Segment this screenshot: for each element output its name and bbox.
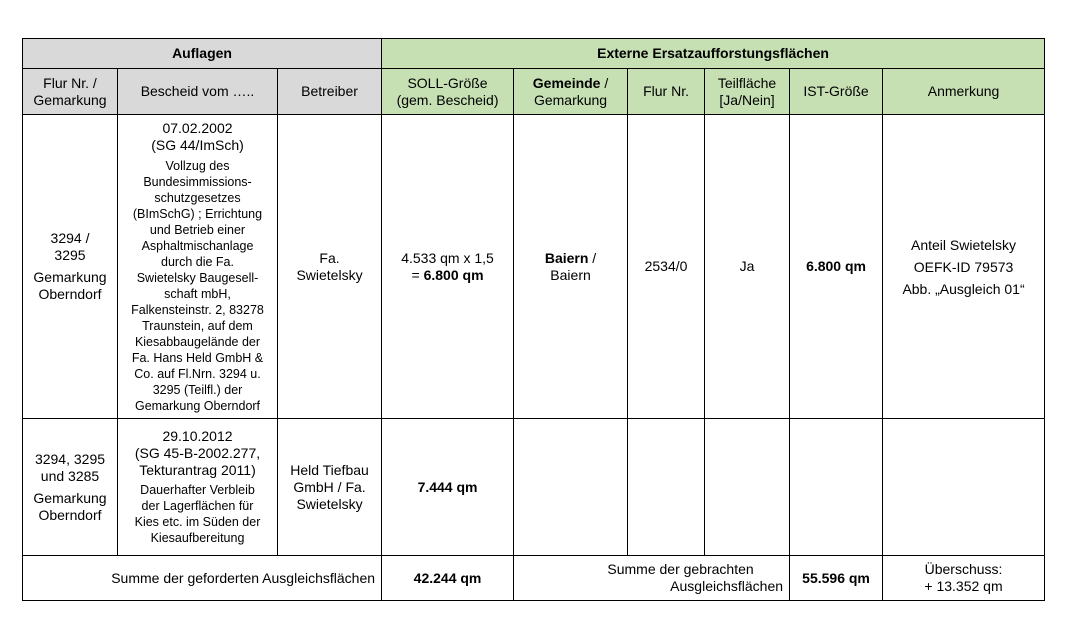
header-auflagen: Auflagen — [23, 39, 382, 69]
col-teilflaeche: Teilfläche [Ja/Nein] — [705, 69, 790, 115]
col-flur-nr: Flur Nr. — [628, 69, 705, 115]
row2-anmerkung — [883, 419, 1045, 556]
row1-teilflaeche: Ja — [705, 115, 790, 419]
summary-row — [23, 556, 1045, 601]
row2-betreiber: Held Tiefbau GmbH / Fa. Swietelsky — [278, 419, 382, 556]
table-row — [23, 419, 1045, 556]
row2-ist — [790, 419, 883, 556]
summe-gefordert-label: Summe der geforderten Ausgleichsflächen — [23, 556, 382, 601]
table-row — [23, 115, 1045, 419]
summe-gefordert-value: 42.244 qm — [382, 556, 514, 601]
row1-betreiber: Fa. Swietelsky — [278, 115, 382, 419]
row2-gemeinde — [514, 419, 628, 556]
summe-gebracht-value: 55.596 qm — [790, 556, 883, 601]
col-bescheid: Bescheid vom ….. — [118, 69, 278, 115]
row2-description: Dauerhafter Verbleib der Lagerflächen für Kies etc. im Süden der Kiesaufbereitung — [134, 483, 261, 545]
header-externe: Externe Ersatzaufforstungsflächen — [382, 39, 1045, 69]
row1-bescheid: 07.02.2002 (SG 44/ImSch) Vollzug des Bundesimmissions- schutzgesetzes (BImSchG) ; Errichtung und Betrieb einer Asphaltmischanlage durch die Fa. Swietelsky Baugesell- schaft mbH, Falkensteinstr. 2, 83278 Traunstein, auf dem Kiesabbaugelände der Fa. Hans Held GmbH & Co. auf Fl.Nrn. 3294 u. 3295 (Teilfl.) der Gemarkung Oberndorf — [118, 115, 278, 419]
row1-description: Vollzug des Bundesimmissions- schutzgesetzes (BImSchG) ; Errichtung und Betrieb einer Asphaltmischanlage durch die Fa. Swietelsky Baugesell- schaft mbH, Falkensteinstr. 2, 83278 Traunstein, auf dem Kiesabbaugelände der Fa. Hans Held GmbH & Co. auf Fl.Nrn. 3294 u. 3295 (Teilfl.) der Gemarkung Oberndorf — [131, 158, 264, 413]
summe-gebracht-label: Summe der gebrachten Ausgleichsflächen — [514, 556, 790, 601]
row1-anmerkung: Anteil Swietelsky OEFK-ID 79573 Abb. „Ausgleich 01“ — [883, 115, 1045, 419]
row2-teilflaeche — [705, 419, 790, 556]
row2-bescheid: 29.10.2012 (SG 45-B-2002.277, Tekturantrag 2011) Dauerhafter Verbleib der Lagerflächen für Kies etc. im Süden der Kiesaufbereitung — [118, 419, 278, 556]
row1-gemeinde: Baiern / Baiern — [514, 115, 628, 419]
ueberschuss: Überschuss: + 13.352 qm — [883, 556, 1045, 601]
ausgleich-table — [22, 38, 1045, 601]
row2-soll: 7.444 qm — [382, 419, 514, 556]
col-soll: SOLL-Größe (gem. Bescheid) — [382, 69, 514, 115]
row2-flur: 3294, 3295 und 3285 Gemarkung Oberndorf — [23, 419, 118, 556]
col-flur-gemarkung: Flur Nr. / Gemarkung — [23, 69, 118, 115]
row1-flur: 3294 / 3295 Gemarkung Oberndorf — [23, 115, 118, 419]
row1-flur-nr: 2534/0 — [628, 115, 705, 419]
row1-ist: 6.800 qm — [790, 115, 883, 419]
col-ist: IST-Größe — [790, 69, 883, 115]
col-anmerkung: Anmerkung — [883, 69, 1045, 115]
col-gemeinde: Gemeinde / Gemarkung — [514, 69, 628, 115]
row1-soll: 4.533 qm x 1,5 = 6.800 qm — [382, 115, 514, 419]
row2-flur-nr — [628, 419, 705, 556]
col-betreiber: Betreiber — [278, 69, 382, 115]
